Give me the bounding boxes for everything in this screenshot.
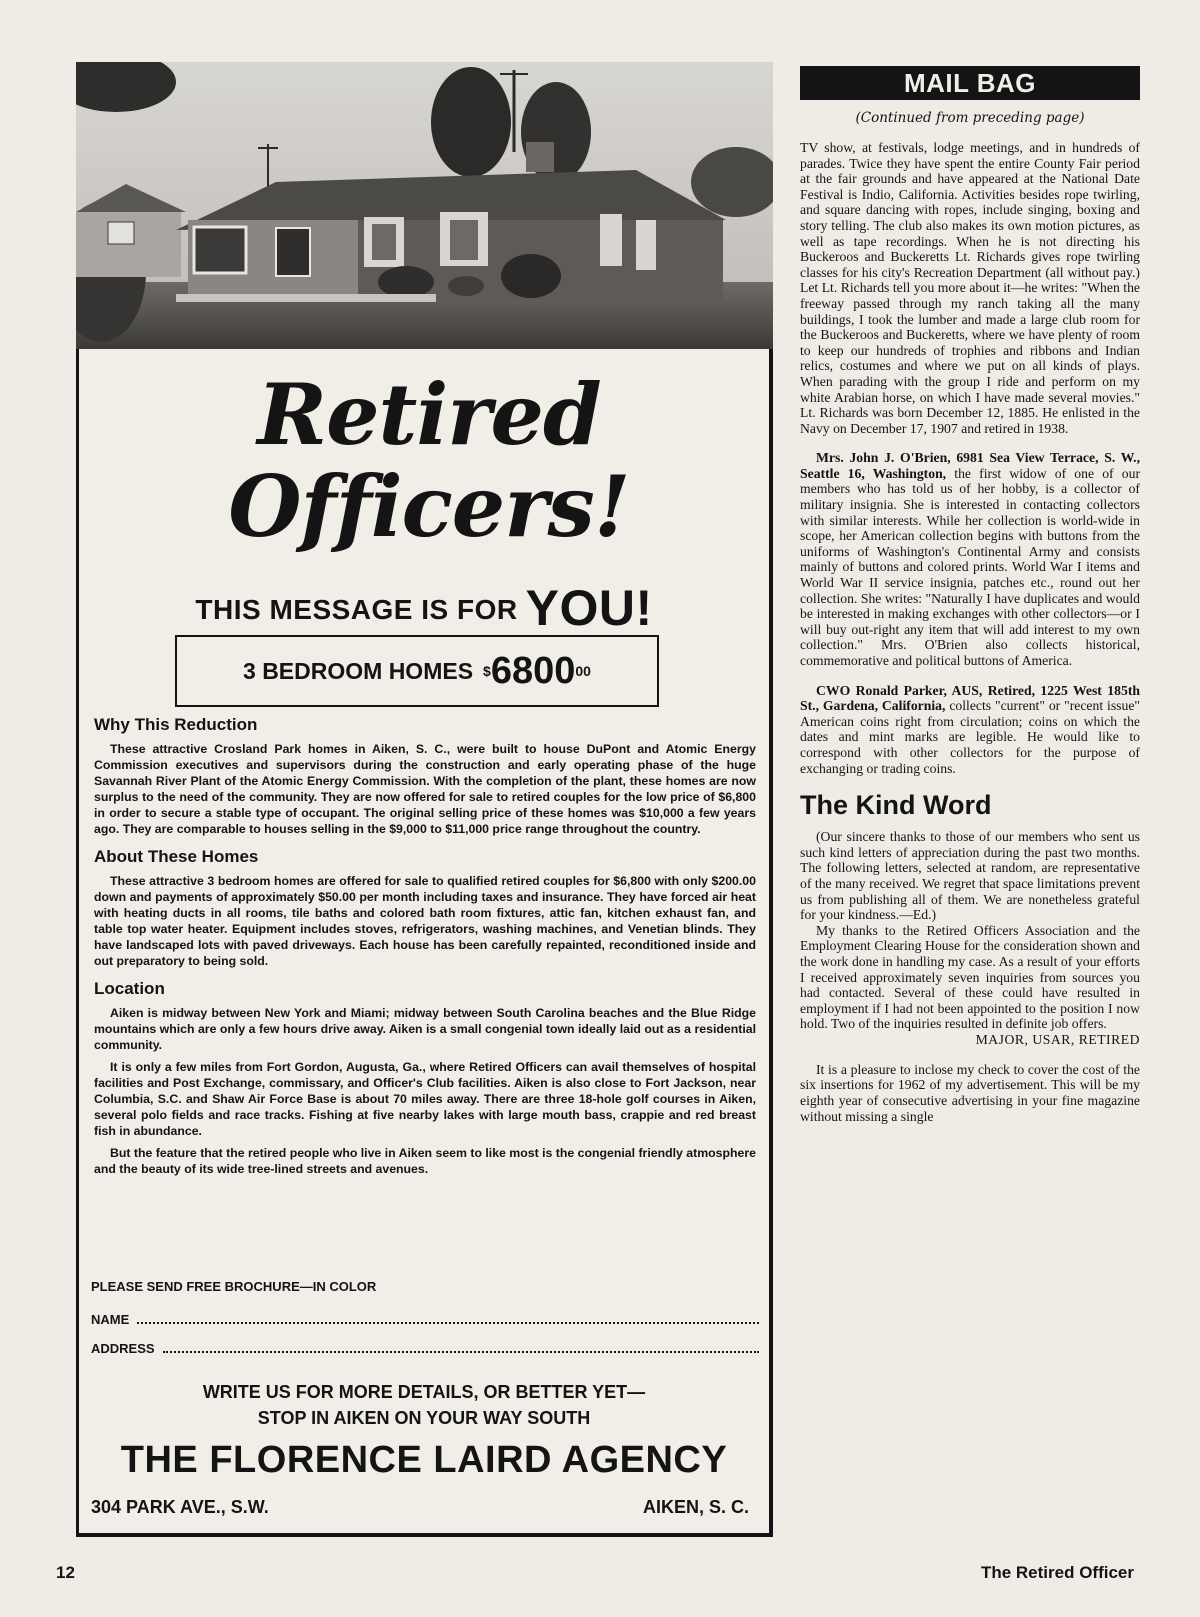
- section-location: [94, 979, 756, 1177]
- kind-word-heading: The Kind Word: [800, 790, 992, 821]
- letter-paragraph: [800, 450, 1140, 668]
- address-blank: [163, 1341, 759, 1353]
- agency-street-address: 304 PARK AVE., S.W.: [91, 1497, 269, 1517]
- section-paragraph: Aiken is midway between New York and Miami; midway between South Carolina beaches and the Blue Ridge mountains which are only a few hours drive away. Aiken is a small congenial town ideally laid out as a residential community.: [94, 1006, 756, 1052]
- price-amount: 6800: [490, 649, 576, 692]
- brochure-form: [91, 1279, 759, 1370]
- advertisement: [76, 62, 773, 1538]
- publication-name: The Retired Officer: [980, 1563, 1134, 1582]
- price-label: 3 BEDROOM HOMES: [243, 657, 474, 684]
- ad-text-box: [76, 349, 773, 1537]
- letter-signature: MAJOR, USAR, RETIRED: [975, 1031, 1140, 1047]
- form-heading: PLEASE SEND FREE BROCHURE—IN COLOR: [91, 1279, 377, 1294]
- name-field: [91, 1312, 759, 1327]
- letter-body: the first widow of one of our members who has told us of her hobby, is a collector of military insignia. She is interested in contacting collectors with similar interests. While her collection is world-wide in scope, her American collection begins with buttons from the uniforms of Washington's Continental Army and consists mainly of buttons and colored prints. World War I items and World War II service insignia, patches etc., round out her collection. She writes: "Naturally I have duplicates and would be interested in making exchanges with other collectors—or I will buy out-right any item that will add interest to my own collection." Mrs. O'Brien also collects historical, commemorative and political buttons of America.: [800, 465, 1141, 668]
- price-cents: 00: [575, 663, 591, 679]
- section-paragraph: But the feature that the retired people who live in Aiken seem to like most is the congenial friendly atmosphere and the beauty of its wide tree-lined streets and avenues.: [94, 1146, 756, 1176]
- message-emphasis: YOU!: [525, 580, 653, 636]
- continued-note: (Continued from preceding page): [855, 110, 1085, 126]
- page-number: 12: [56, 1563, 75, 1582]
- section-about: [94, 847, 756, 969]
- mail-bag-column: [800, 66, 1140, 1138]
- ad-headline: [219, 365, 639, 556]
- ad-body: [94, 715, 756, 1187]
- cta-line-2: STOP IN AIKEN ON YOUR WAY SOUTH: [257, 1408, 591, 1428]
- name-blank: [137, 1312, 759, 1324]
- agency-name: THE FLORENCE LAIRD AGENCY: [120, 1439, 728, 1481]
- column-title: MAIL BAG: [800, 66, 1140, 100]
- address-label: ADDRESS: [91, 1341, 155, 1356]
- letter-lead: CWO Ronald Parker, AUS, Retired, 1225 West 185th St., Gardena, California,: [800, 682, 1140, 714]
- headline-line-2: Officers!: [228, 457, 630, 556]
- kind-word-paragraph: It is a pleasure to inclose my check to cover the cost of the six insertions for 1962 of my advertisement. This will be my eighth year of consecutive advertising in your fine magazine without missing a single: [800, 1061, 1140, 1124]
- letter-lead: Mrs. John J. O'Brien, 6981 Sea View Terrace, S. W., Seattle 16, Washington,: [800, 450, 1140, 481]
- letter-body: collects "current" or "recent issue" American coins right from circulation; coins on which the dates and mint marks are legible. He would like to correspond with other collectors for the purpose of exchanging or trading coins.: [800, 698, 1140, 776]
- section-paragraph: These attractive Crosland Park homes in Aiken, S. C., were built to house DuPont and Atomic Energy Commission executives and supervisors during the construction and early operating phase of the huge Savannah River Plant of the Atomic Energy Commission. With the completion of the plant, these homes are now surplus to the need of the community. They are now offered for sale to retired couples for the low price of $6,800 in order to secure a stable type of occupant. The original selling price of these homes was $10,000 a few years ago. They are comparable to houses selling in the $9,000 to $11,000 price range throughout the country.: [94, 742, 756, 836]
- section-heading: About These Homes: [94, 847, 259, 866]
- price-dollar: $: [483, 663, 491, 679]
- price-box: [175, 635, 659, 707]
- ad-message: [79, 579, 769, 637]
- section-why: [94, 715, 756, 837]
- section-paragraph: These attractive 3 bedroom homes are offered for sale to qualified retired couples for $6,800 with only $200.00 down and payments of approximately $50.00 per month including taxes and insurance. They have forced air heat with heating ducts in all rooms, tile baths and colored bath room fixtures, attic fan, kitchen exhaust fan, and table top water heater. Equipment includes stoves, refrigerators, washing machines, and Venetian blinds. They have landscaped lots with paved driveways. Each house has been carefully repainted, reconditioned inside and out preparatory to being sold.: [94, 874, 756, 968]
- kind-word-paragraph: My thanks to the Retired Officers Association and the Employment Clearing House for the consideration shown and the work done in handling my case. As a result of your efforts I received approximately seven inquiries from sources you had contacted. Several of these could have resulted in employment if I had not been appointed to the position I now hold. Two of the inquiries resulted in definite job offers.: [800, 922, 1140, 1032]
- section-heading: Why This Reduction: [94, 715, 258, 734]
- house-photo: [76, 62, 773, 349]
- section-heading: Location: [94, 979, 165, 998]
- name-label: NAME: [91, 1312, 130, 1327]
- agency-city: AIKEN, S. C.: [642, 1497, 749, 1517]
- call-to-action: [79, 1379, 769, 1431]
- kind-word-paragraph: (Our sincere thanks to those of our members who sent us such kind letters of appreciation during the past two months. The following letters, selected at random, are representative of the many received. We regret that space limitations prevent us from publishing all of them. We are nonetheless grateful for your kindness.—Ed.): [800, 829, 1140, 923]
- cta-line-1: WRITE US FOR MORE DETAILS, OR BETTER YET—: [202, 1382, 646, 1402]
- message-text: THIS MESSAGE IS FOR: [195, 594, 518, 625]
- address-field: [91, 1341, 759, 1356]
- letter-paragraph: TV show, at festivals, lodge meetings, and in hundreds of parades. Twice they have spent the entire County Fair period at the fair grounds and have appeared at the National Date Festival is Indio, California. Activities besides rope twirling, and square dancing with ropes, include singing, boxing and story telling. The club also makes its own motion pictures, as well as tape recordings. When he is not directing his Buckeroos and Buckeretts Lt. Richards gives rope twirling classes for his city's Recreation Department (all without pay.) Let Lt. Richards tell you more about it—he writes: "When the freeway passed through my ranch taking all the many buildings, I took the lumber and made a large club room for the Buckeroos and Buckeretts, where we have plenty of room to keep our hundreds of trophies and ribbons and Indian relics, costumes and where we put on all kinds of plays. When parading with the group I ride and perform on my white Arabian horse, on which I have made several movies." Lt. Richards was born December 12, 1885. He enlisted in the Navy on December 17, 1907 and retired in 1938.: [800, 140, 1140, 436]
- letter-paragraph: [800, 683, 1140, 777]
- section-paragraph: It is only a few miles from Fort Gordon, Augusta, Ga., where Retired Officers can avail themselves of hospital facilities and Post Exchange, commissary, and Officer's Club facilities. Aiken is also close to Fort Jackson, near Columbia, S.C. and Shaw Air Force Base is about 70 miles away. There are three 18-hole golf courses in Aiken, several polo fields and race tracks. Fishing at five nearby lakes with large mouth bass, crappie and red breast fish in abundance.: [94, 1060, 756, 1138]
- headline-line-1: Retired: [257, 365, 601, 464]
